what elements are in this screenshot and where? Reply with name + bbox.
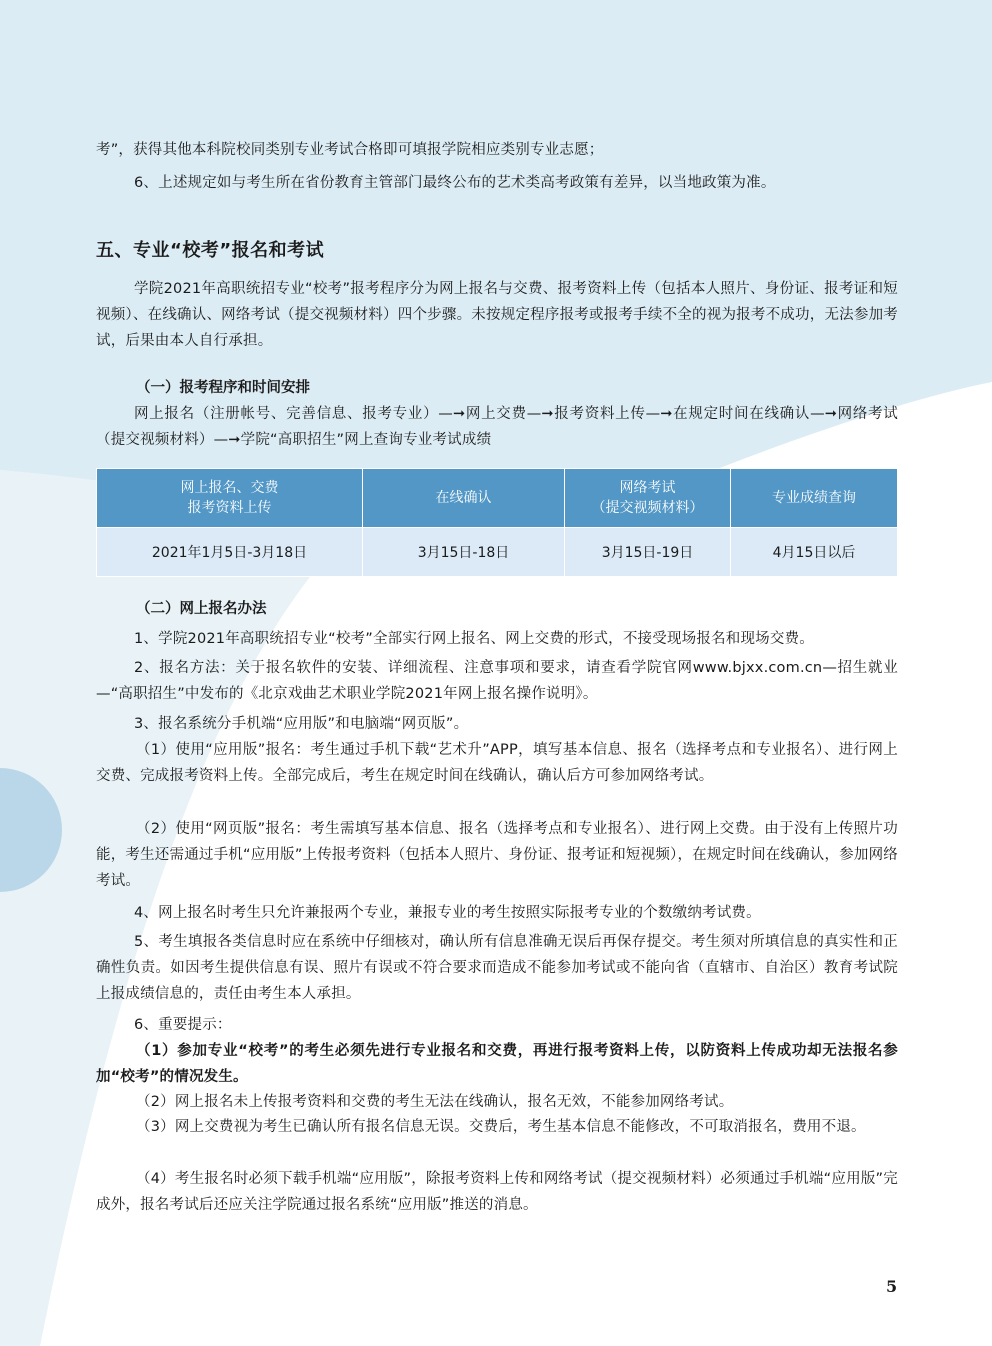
table-header-cell: 网络考试 （提交视频材料）: [565, 469, 731, 528]
section-5-intro: 学院2021年高职统招专业“校考”报考程序分为网上报名与交费、报考资料上传（包括本人照片、身份证、报考证和短视频）、在线确认、网络考试（提交视频材料）四个步骤。未按规定程序报考或报考手续不全的视为报考不成功，无法参加考试，后果由本人自行承担。: [96, 281, 898, 349]
paragraph-2-5: 5、考生填报各类信息时应在系统中仔细核对，确认所有信息准确无误后再保存提交。考生须对所填信息的真实性和正确性负责。如因考生提供信息有误、照片有误或不符合要求而造成不能参加考试或不能向省（直辖市、自治区）教育考试院上报成绩信息的，责任由考生本人承担。: [96, 934, 898, 1002]
paragraph-2-6-4: （4）考生报名时必须下载手机端“应用版”，除报考资料上传和网络考试（提交视频材料）必须通过手机端“应用版”完成外，报名考试后还应关注学院通过报名系统“应用版”推送的消息。: [96, 1171, 898, 1213]
paragraph-2-2: 2、报名方法：关于报名软件的安装、详细流程、注意事项和要求，请查看学院官网www.bjxx.com.cn—招生就业—“高职招生”中发布的《北京戏曲艺术职业学院2021年网上报名操作说明》。: [96, 660, 898, 702]
paragraph-2-6-1: （1）参加专业“校考”的考生必须先进行专业报名和交费，再进行报考资料上传，以防资料上传成功却无法报名参加“校考”的情况发生。: [96, 1043, 898, 1085]
table-cell: 2021年1月5日-3月18日: [97, 528, 363, 577]
paragraph-2-3-1: （1）使用“应用版”报名：考生通过手机下载“艺术升”APP，填写基本信息、报名（选择考点和专业报名）、进行网上交费、完成报考资料上传。全部完成后，考生在规定时间在线确认，确认后方可参加网络考试。: [96, 742, 898, 784]
paragraph-2-6-3: （3）网上交费视为考生已确认所有报名信息无误。交费后，考生基本信息不能修改，不可取消报名，费用不退。: [136, 1119, 866, 1135]
process-flow-text: 网上报名（注册帐号、完善信息、报考专业）—➞网上交费—➞报考资料上传—➞在规定时间在线确认—➞网络考试（提交视频材料）—➞学院“高职招生”网上查询专业考试成绩: [96, 406, 898, 448]
paragraph-2-6-2: （2）网上报名未上传报考资料和交费的考生无法在线确认，报名无效，不能参加网络考试。: [136, 1094, 734, 1110]
paragraph-2-6: 6、重要提示：: [134, 1017, 232, 1033]
table-header-cell: 网上报名、交费 报考资料上传: [97, 469, 363, 528]
paragraph-2-1: 1、学院2021年高职统招专业“校考”全部实行网上报名、网上交费的形式，不接受现场报名和现场交费。: [134, 631, 814, 647]
page-number: 5: [886, 1277, 898, 1296]
section-5-title: 五、专业“校考”报名和考试: [96, 240, 325, 261]
subsection-2-title: （二）网上报名办法: [136, 601, 267, 617]
paragraph-2-3-2: （2）使用“网页版”报名：考生需填写基本信息、报名（选择考点和专业报名）、进行网上交费。由于没有上传照片功能，考生还需通过手机“应用版”上传报考资料（包括本人照片、身份证、报考证和短视频），在规定时间在线确认，参加网络考试。: [96, 821, 898, 889]
table-header-cell: 专业成绩查询: [731, 469, 898, 528]
paragraph-2-3: 3、报名系统分手机端“应用版”和电脑端“网页版”。: [134, 716, 469, 732]
table-row: [97, 528, 898, 577]
paragraph-2-4: 4、网上报名时考生只允许兼报两个专业，兼报专业的考生按照实际报考专业的个数缴纳考试费。: [134, 905, 761, 921]
paragraph-item-6: 6、上述规定如与考生所在省份教育主管部门最终公布的艺术类高考政策有差异，以当地政策为准。: [134, 175, 776, 191]
table-header-cell: 在线确认: [363, 469, 565, 528]
schedule-table: [96, 468, 898, 577]
table-cell: 3月15日-19日: [565, 528, 731, 577]
subsection-1-title: （一）报考程序和时间安排: [136, 380, 310, 396]
table-cell: 3月15日-18日: [363, 528, 565, 577]
paragraph-top-continuation: 考”，获得其他本科院校同类别专业考试合格即可填报学院相应类别专业志愿；: [96, 142, 604, 158]
table-header-row: [97, 469, 898, 528]
table-cell: 4月15日以后: [731, 528, 898, 577]
